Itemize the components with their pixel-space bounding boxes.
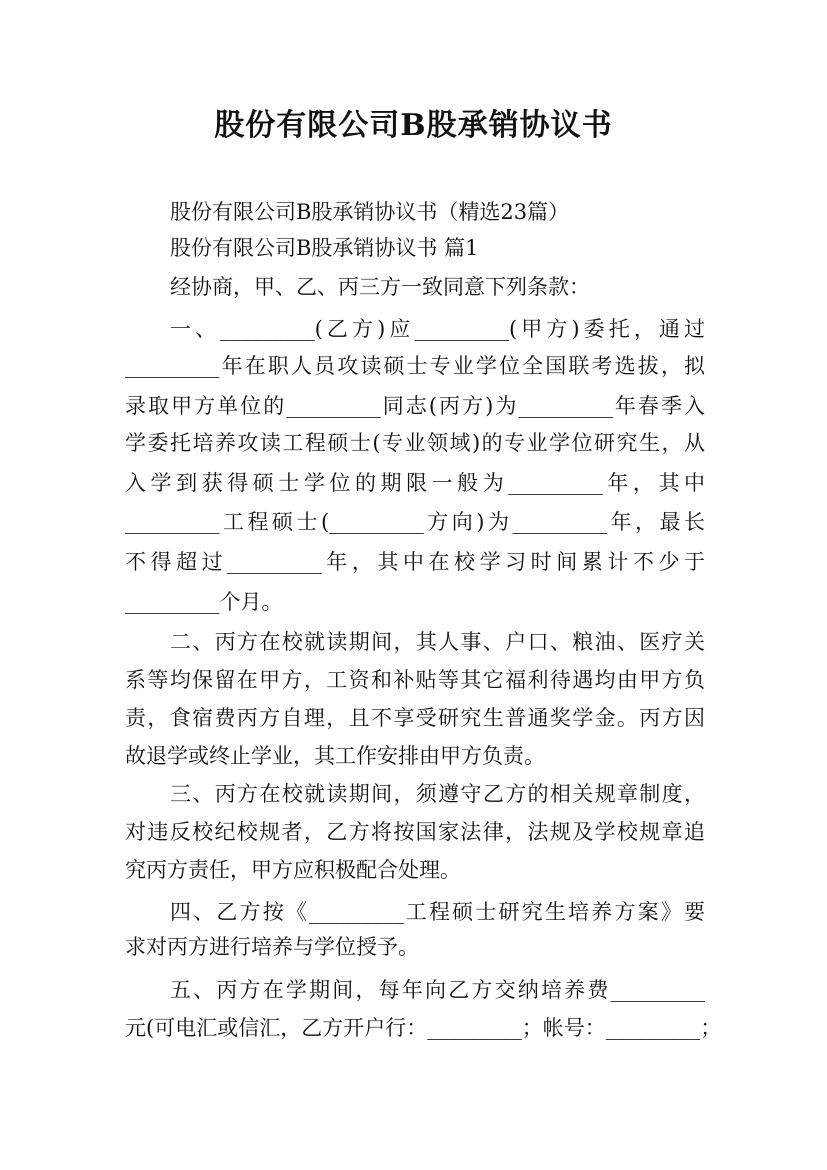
clause-3-line-3: 究丙方责任，甲方应积极配合处理。 [125, 858, 461, 882]
clause-3-line-1: 三、丙方在校就读期间，须遵守乙方的相关规章制度， [170, 782, 705, 806]
clause-1-line-3: 录取甲方单位的_________同志(丙方)为_________年春季入 [125, 394, 705, 418]
intro-line: 经协商，甲、乙、丙三方一致同意下列条款： [170, 275, 590, 299]
clause-2-line-2: 系等均保留在甲方，工资和补贴等其它福利待遇均由甲方负 [125, 668, 705, 692]
section-heading: 股份有限公司B股承销协议书 篇1 [170, 236, 479, 260]
clause-1-line-5: 入学到获得硕士学位的期限一般为_________年，其中 [125, 471, 705, 495]
clause-1-line-2: _________年在职人员攻读硕士专业学位全国联考选拔，拟 [125, 354, 705, 378]
clause-5-line-2: 元(可电汇或信汇，乙方开户行：_________；帐号：_________； [125, 1016, 722, 1040]
clause-5-line-1: 五、丙方在学期间，每年向乙方交纳培养费_________ [170, 978, 705, 1002]
clause-1-line-4: 学委托培养攻读工程硕士(专业领域)的专业学位研究生，从 [125, 431, 705, 455]
document-title: 股份有限公司B股承销协议书 [214, 108, 613, 143]
clause-1-line-7: 不得超过_________年，其中在校学习时间累计不少于 [125, 550, 705, 574]
clause-3-line-2: 对违反校纪校规者，乙方将按国家法律，法规及学校规章追 [125, 820, 705, 844]
subtitle-line: 股份有限公司B股承销协议书（精选23篇） [170, 200, 570, 224]
clause-2-line-3: 责，食宿费丙方自理，且不享受研究生普通奖学金。丙方因 [125, 706, 705, 730]
clause-1-line-1: 一、_________(乙方)应_________(甲方)委托，通过 [170, 317, 705, 341]
clause-4-line-1: 四、乙方按《_________工程硕士研究生培养方案》要 [170, 900, 705, 924]
clause-2-line-1: 二、丙方在校就读期间，其人事、户口、粮油、医疗关 [170, 630, 705, 654]
clause-4-line-2: 求对丙方进行培养与学位授予。 [125, 935, 419, 959]
clause-1-line-6: _________工程硕士(_________方向)为_________年，最长 [125, 510, 705, 534]
clause-1-line-8: _________个月。 [125, 590, 283, 614]
clause-2-line-4: 故退学或终止学业，其工作安排由甲方负责。 [125, 744, 545, 768]
